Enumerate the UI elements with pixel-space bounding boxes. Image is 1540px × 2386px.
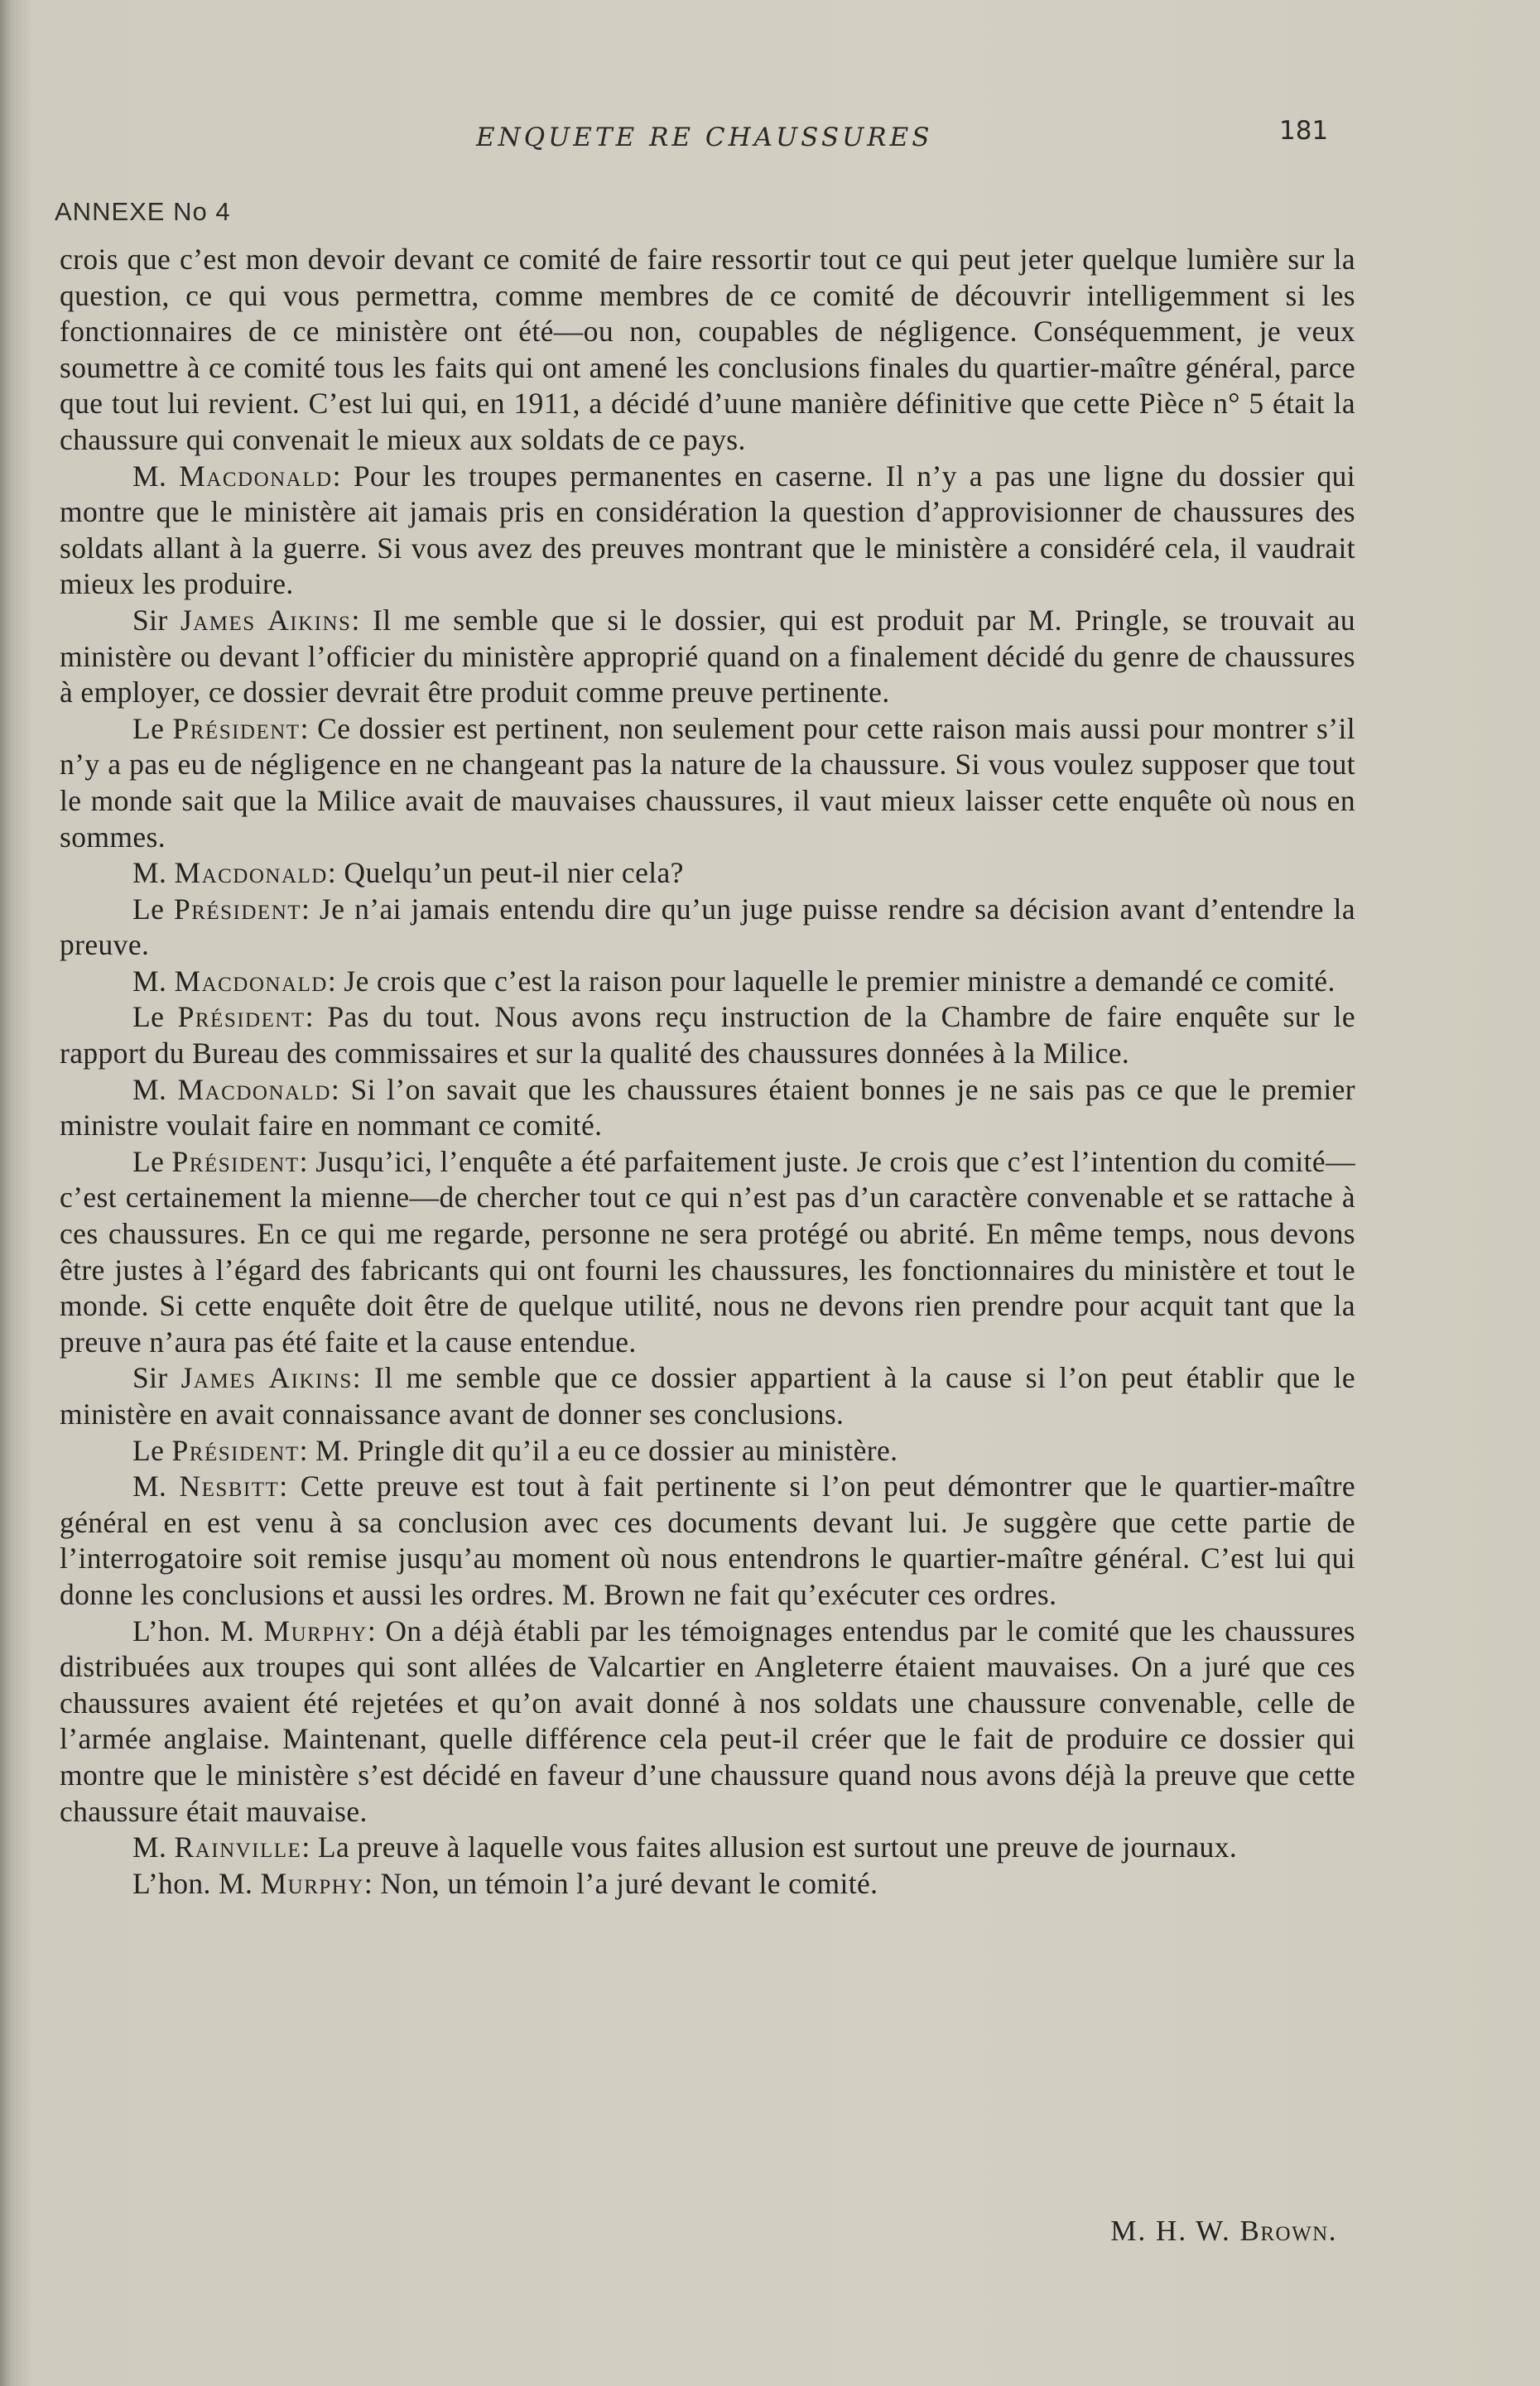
speaker-name: Président: [171, 1433, 300, 1467]
speaker-name: James Aikins: [180, 603, 352, 637]
paragraph-text: Ce dossier est pertinent, non seulement pour cette raison mais aussi pour montrer s’il n’y a pas eu de négligence en ne changeant pas la nature de la chaussure. Si vous voulez supposer que tout le monde sait que la Milice avait de mauvaises chaussures, il vaut mieux laisser cette enquête où nous en sommes.: [60, 711, 1355, 854]
speaker-separator: :: [330, 1072, 351, 1106]
testimony-paragraph: [60, 1830, 1355, 1866]
speaker-prefix: Le: [132, 711, 173, 745]
testimony-paragraph: [60, 855, 1355, 892]
speaker-prefix: L’hon. M.: [132, 1614, 264, 1648]
paragraph-text: Cette preuve est tout à fait pertinente si l’on peut démontrer que le quartier-maître général en est venu à sa conclusion avec ces documents devant lui. Je suggère que cette partie de l’interrogatoire soit remise jusqu’au moment où nous entendrons le quartier-maître général. C’est lui qui donne les conclusions et aussi les ordres. M. Brown ne fait qu’exécuter ces ordres.: [60, 1470, 1355, 1611]
paragraph-text: Pour les troupes permanentes en caserne. Il n’y a pas une ligne du dossier qui montre que le ministère ait jamais pris en considération la question d’approvisionner de chaussures des soldats allant à la guerre. Si vous avez des preuves montrant que le ministère a considéré cela, il vaudrait mieux les produire.: [60, 459, 1356, 601]
testimony-paragraph: [60, 999, 1355, 1071]
speaker-separator: :: [300, 711, 318, 745]
speaker-separator: :: [332, 459, 354, 493]
paragraph-text: Non, un témoin l’a juré devant le comité.: [380, 1866, 878, 1900]
speaker-name: Macdonald: [179, 459, 333, 493]
paragraph-text: Je n’ai jamais entendu dire qu’un juge puisse rendre sa décision avant d’entendre la preuve.: [60, 892, 1355, 962]
testimony-paragraph: [60, 964, 1355, 1000]
paragraph-text: Si l’on savait que les chaussures étaient bonnes je ne sais pas ce que le premier ministre voulait faire en nommant ce comité.: [60, 1072, 1356, 1142]
speaker-name: Murphy: [260, 1866, 364, 1900]
opening-paragraph: [60, 242, 1355, 459]
speaker-separator: :: [352, 1361, 375, 1395]
testimony-paragraph: [60, 1614, 1355, 1830]
speaker-separator: :: [301, 892, 320, 926]
speaker-prefix: Sir: [132, 603, 180, 637]
speaker-prefix: Le: [132, 1144, 172, 1178]
testimony-paragraph: [60, 459, 1355, 603]
speaker-name: James Aikins: [180, 1361, 353, 1395]
speaker-separator: :: [301, 1830, 318, 1864]
speaker-name: Macdonald: [177, 1072, 331, 1106]
speaker-separator: :: [279, 1470, 301, 1503]
page-number: 181: [1279, 116, 1329, 146]
speaker-separator: :: [327, 964, 344, 998]
annex-label: ANNEXE No 4: [55, 197, 231, 226]
speaker-prefix: M.: [132, 1470, 180, 1503]
speaker-name: Macdonald: [174, 964, 328, 998]
speaker-separator: :: [367, 1614, 386, 1648]
paragraph-text: Je crois que c’est la raison pour laquelle le premier ministre a demandé ce comité.: [344, 964, 1335, 998]
speaker-prefix: M.: [132, 856, 175, 890]
speaker-name: Président: [172, 711, 301, 745]
testimony-paragraph: [60, 1360, 1355, 1432]
testimony-paragraph: [60, 1072, 1355, 1144]
witness-name: Brown.: [1239, 2215, 1337, 2247]
speaker-name: Rainville: [174, 1830, 302, 1864]
speaker-separator: :: [305, 1000, 328, 1034]
testimony-paragraph: [60, 1433, 1355, 1470]
speaker-name: Murphy: [263, 1614, 368, 1648]
speaker-name: Président: [173, 892, 302, 926]
speaker-prefix: Le: [132, 1000, 178, 1034]
witness-initials: M. H. W.: [1110, 2215, 1240, 2247]
speaker-separator: :: [351, 603, 373, 637]
testimony-text: [60, 242, 1355, 1902]
paragraph-text: Jusqu’ici, l’enquête a été parfaitement juste. Je crois que c’est l’intention du comité—c’est certainement la mienne—de chercher tout ce qui n’est pas d’un caractère convenable et se rattache à ces chaussures. En ce qui me regarde, personne ne sera protégé ou abrité. En même temps, nous devons être justes à l’égard des fabricants qui ont fourni les chaussures, les fonctionnaires du ministère et tout le monde. Si cette enquête doit être de quelque utilité, nous ne devons rien prendre pour acquit tant que la preuve n’aura pas été faite et la cause entendue.: [60, 1144, 1355, 1359]
paragraph-text: La preuve à laquelle vous faites allusion est surtout une preuve de journaux.: [317, 1830, 1238, 1864]
speaker-prefix: M.: [132, 964, 175, 998]
speaker-prefix: Sir: [132, 1361, 181, 1395]
speaker-name: Président: [171, 1144, 300, 1178]
paragraph-text: crois que c’est mon devoir devant ce comité de faire ressortir tout ce qui peut jeter quelque lumière sur la question, ce qui vous permettra, comme membres de ce comité de découvrir intelligemment si les fonctionnaires de ce ministère ont été—ou non, coupables de négligence. Conséquemment, je veux soumettre à ce comité tous les faits qui ont amené les conclusions finales du quartier-maître général, parce que tout lui revient. C’est lui qui, en 1911, a décidé d’uune manière définitive que cette Pièce n° 5 était la chaussure qui convenait le mieux aux soldats de ce pays.: [60, 243, 1355, 456]
running-header: [0, 116, 1540, 166]
speaker-name: Nesbitt: [179, 1470, 280, 1503]
speaker-prefix: M.: [132, 1072, 178, 1106]
speaker-prefix: Le: [132, 892, 174, 926]
paragraph-text: Quelqu’un peut-il nier cela?: [344, 856, 684, 890]
speaker-separator: :: [363, 1866, 381, 1900]
speaker-separator: :: [327, 856, 344, 890]
speaker-separator: :: [299, 1433, 316, 1467]
testimony-paragraph: [60, 1469, 1355, 1613]
testimony-paragraph: [60, 603, 1355, 711]
speaker-separator: :: [299, 1144, 316, 1178]
speaker-name: Macdonald: [174, 856, 328, 890]
paragraph-text: Pas du tout. Nous avons reçu instruction de la Chambre de faire enquête sur le rapport du Bureau des commissaires et sur la qualité des chaussures données à la Milice.: [60, 1000, 1355, 1070]
testimony-paragraph: [60, 711, 1355, 855]
testimony-paragraph: [60, 1144, 1355, 1361]
speaker-prefix: M.: [132, 1830, 175, 1864]
running-title: ENQUETE RE CHAUSSURES: [476, 123, 933, 152]
speaker-prefix: L’hon. M.: [132, 1866, 261, 1900]
paragraph-text: On a déjà établi par les témoignages entendus par le comité que les chaussures distribuées aux troupes qui sont allées de Valcartier en Angleterre étaient mauvaises. On a juré que ces chaussures avaient été rejetées et qu’on avait donné à nos soldats une chaussure convenable, celle de l’armée anglaise. Maintenant, quelle différence cela peut-il créer que le fait de produire ce dossier qui montre que le ministère s’est décidé en faveur d’une chaussure quand nous avons déjà la preuve que cette chaussure était mauvaise.: [60, 1614, 1355, 1828]
testimony-paragraph: [60, 892, 1355, 964]
paragraph-text: Il me semble que ce dossier appartient à la cause si l’on peut établir que le ministère en avait connaissance avant de donner ses conclusions.: [60, 1361, 1355, 1431]
speaker-prefix: Le: [132, 1433, 172, 1467]
testimony-paragraph: [60, 1866, 1355, 1903]
speaker-name: Président: [177, 1000, 306, 1034]
speaker-prefix: M.: [132, 459, 180, 493]
paragraph-text: Il me semble que si le dossier, qui est produit par M. Pringle, se trouvait au ministère ou devant l’officier du ministère approprié quand on a finalement décidé du genre de chaussures à employer, ce dossier devrait être produit comme preuve pertinente.: [60, 603, 1356, 710]
paragraph-text: M. Pringle dit qu’il a eu ce dossier au ministère.: [315, 1433, 898, 1467]
witness-signature: [1110, 2215, 1337, 2248]
